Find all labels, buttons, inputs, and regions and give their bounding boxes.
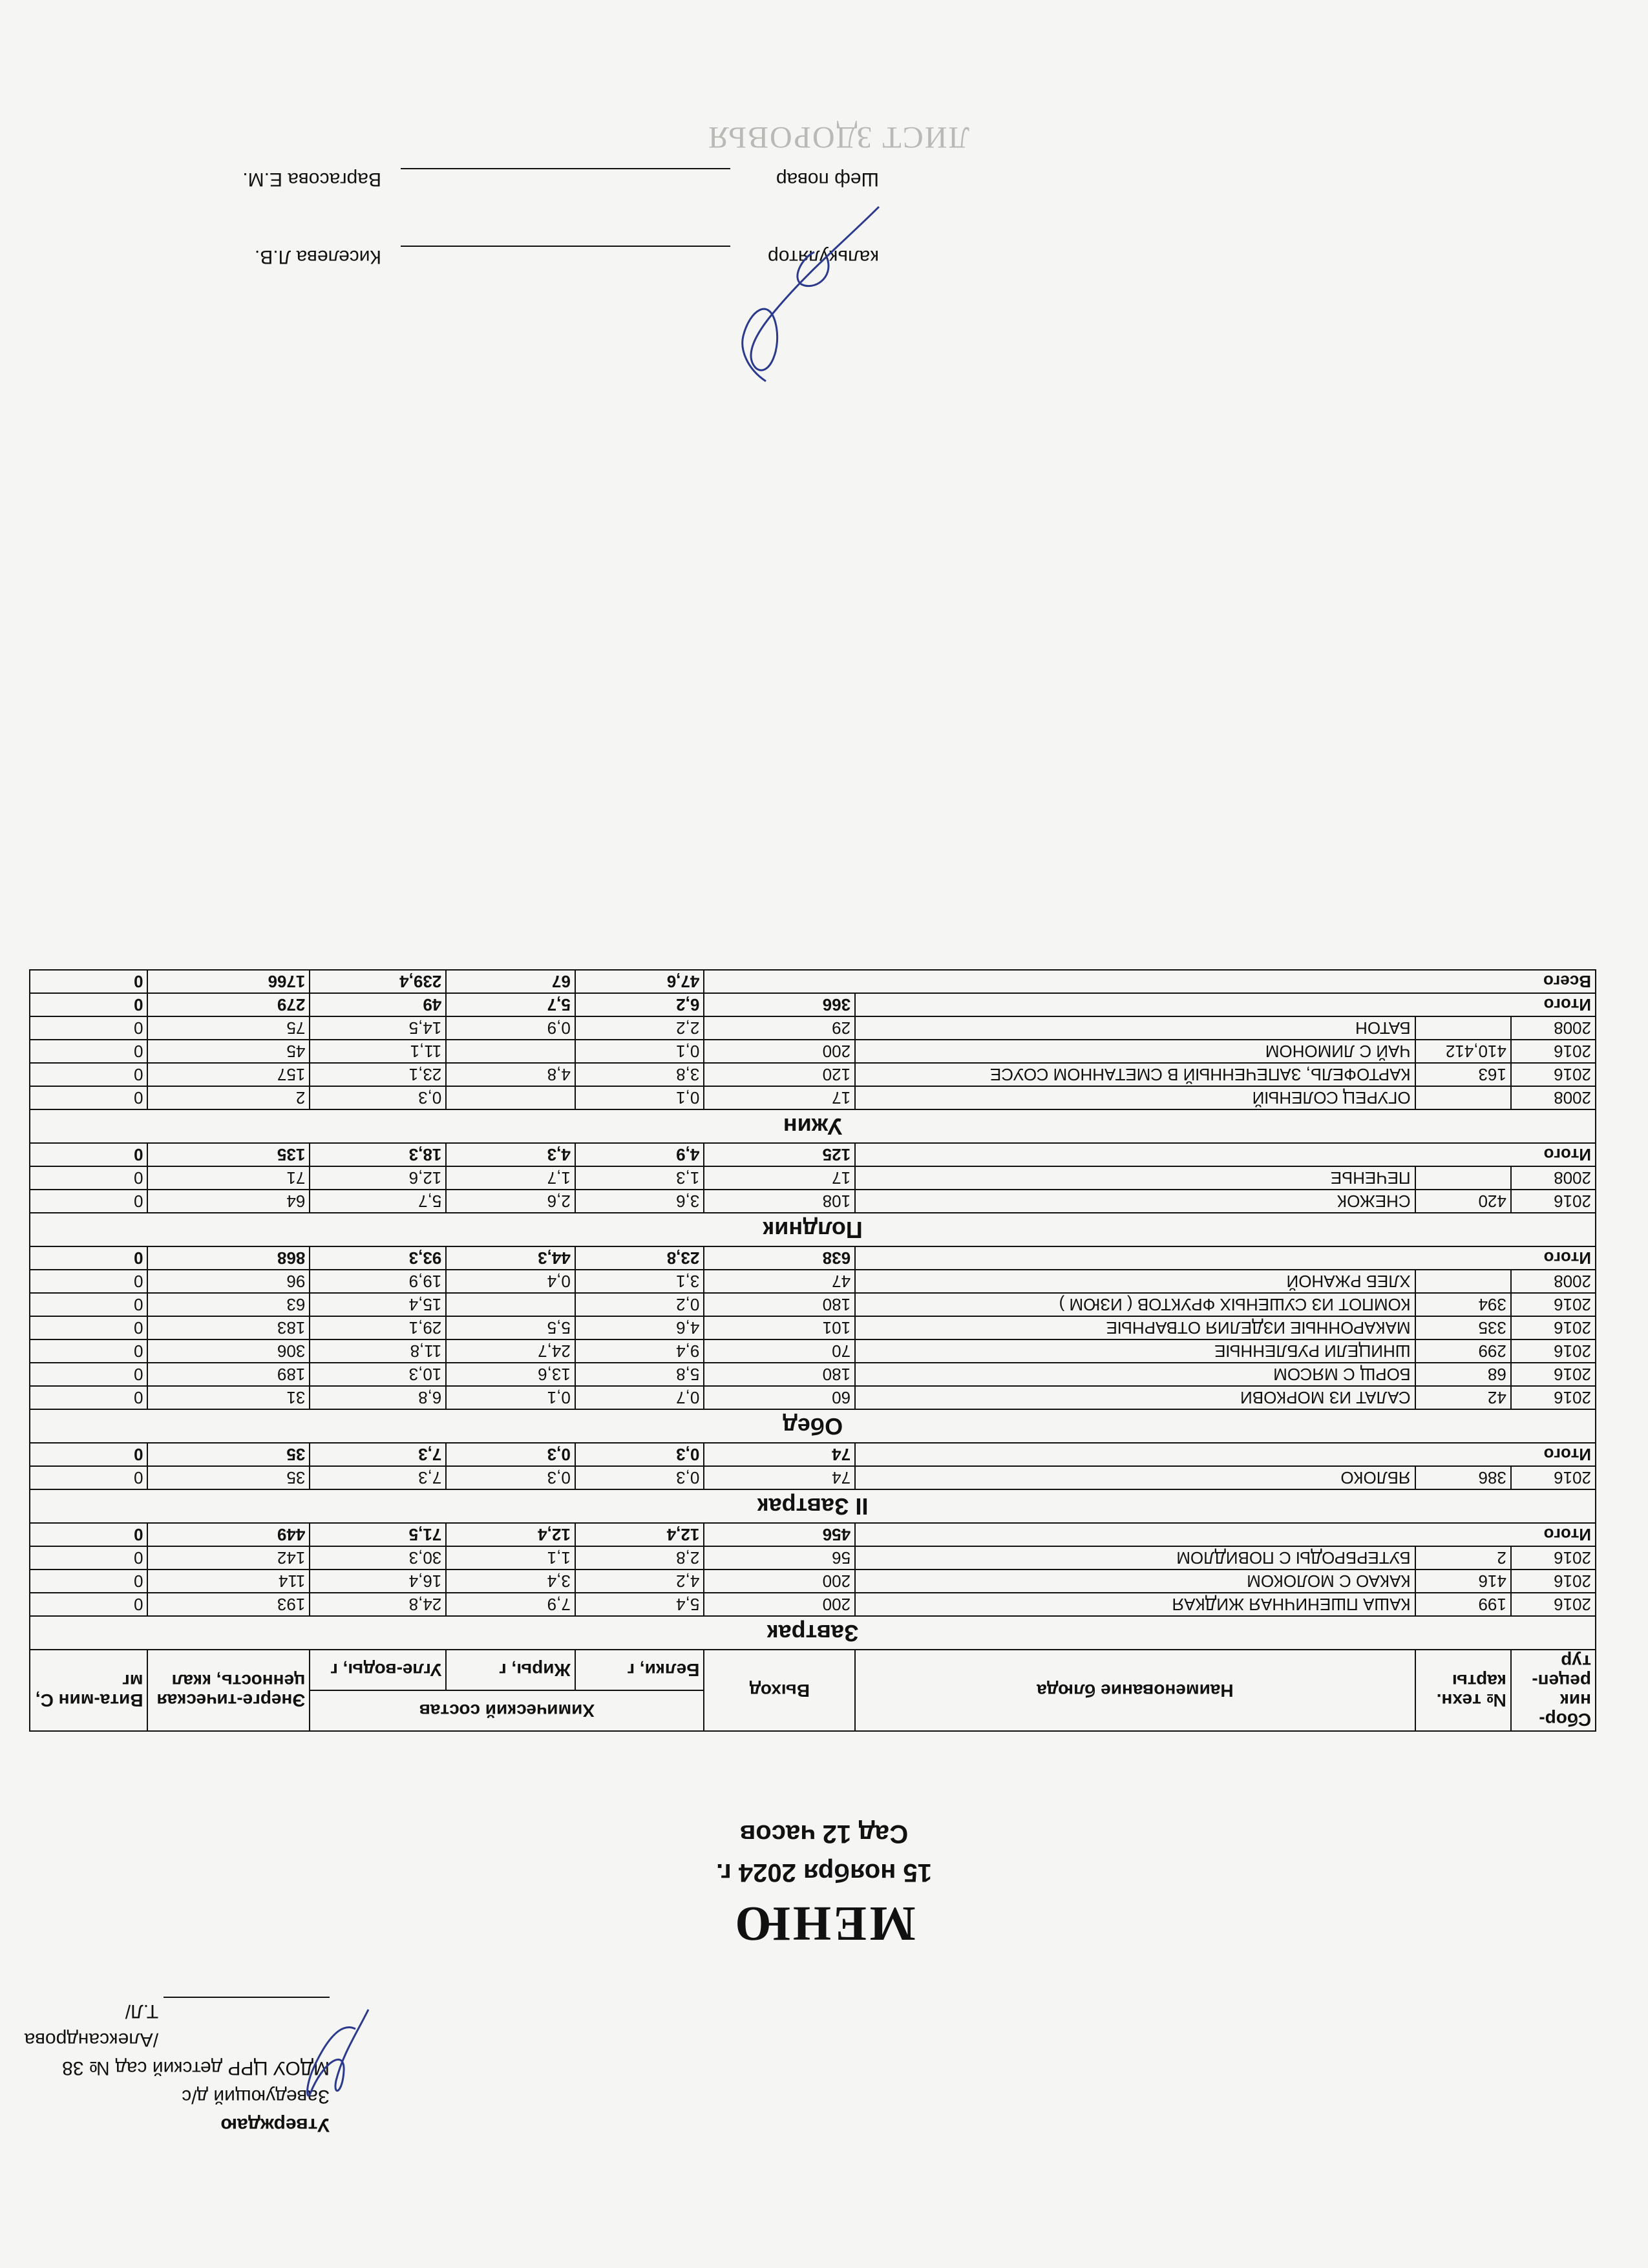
fat-cell: 12,4 — [446, 1523, 575, 1546]
protein-cell: 6,2 — [575, 993, 704, 1016]
protein-cell: 5,4 — [575, 1593, 704, 1616]
yield-cell: 101 — [704, 1316, 855, 1339]
yield-cell: 74 — [704, 1466, 855, 1489]
bleed-through-text: ЛИСТ ЗДОРОВЬЯ — [706, 120, 969, 154]
table-row — [30, 1339, 1596, 1363]
vitc-cell: 0 — [30, 1040, 148, 1063]
dish-name-cell: БАТОН — [855, 1016, 1415, 1040]
collection-cell: 2016 — [1511, 1546, 1596, 1570]
group-name: Сад 12 часов — [739, 1820, 909, 1848]
energy-cell: 1766 — [148, 970, 310, 993]
yield-cell: 200 — [704, 1040, 855, 1063]
card-cell: 416 — [1415, 1570, 1511, 1593]
card-cell: 394 — [1415, 1293, 1511, 1316]
card-cell: 42 — [1415, 1386, 1511, 1409]
energy-cell: 96 — [148, 1270, 310, 1293]
yield-cell: 456 — [704, 1523, 855, 1546]
fat-cell: 24,7 — [446, 1339, 575, 1363]
yield-cell: 366 — [704, 993, 855, 1016]
dish-name-cell: БОРЩ С МЯСОМ — [855, 1363, 1415, 1386]
table-row — [30, 1316, 1596, 1339]
carb-cell: 0,3 — [310, 1086, 446, 1109]
collection-cell: 2016 — [1511, 1593, 1596, 1616]
card-cell: 68 — [1415, 1363, 1511, 1386]
fat-cell: 0,3 — [446, 1443, 575, 1466]
energy-cell: 63 — [148, 1293, 310, 1316]
fat-cell: 0,9 — [446, 1016, 575, 1040]
energy-cell: 189 — [148, 1363, 310, 1386]
col-energy: Энерге-тическая ценность, ккал — [148, 1650, 310, 1731]
approval-signer: /Александрова Т.Л/ — [24, 2000, 159, 2050]
energy-cell: 868 — [148, 1246, 310, 1270]
card-cell: 386 — [1415, 1466, 1511, 1489]
vitc-cell: 0 — [30, 1063, 148, 1086]
carb-cell: 7,3 — [310, 1466, 446, 1489]
carb-cell: 93,3 — [310, 1246, 446, 1270]
col-chem: Химический состав — [310, 1690, 704, 1731]
collection-cell: 2016 — [1511, 1316, 1596, 1339]
signature-role: калькулятор — [768, 246, 879, 268]
fat-cell: 7,9 — [446, 1593, 575, 1616]
protein-cell: 9,4 — [575, 1339, 704, 1363]
carb-cell: 11,8 — [310, 1339, 446, 1363]
fat-cell: 67 — [446, 970, 575, 993]
energy-cell: 142 — [148, 1546, 310, 1570]
table-row — [30, 1063, 1596, 1086]
protein-cell: 5,8 — [575, 1363, 704, 1386]
signature-name: Киселева Л.В. — [254, 246, 381, 268]
yield-cell: 60 — [704, 1386, 855, 1409]
carb-cell: 23,1 — [310, 1063, 446, 1086]
collection-cell: 2016 — [1511, 1040, 1596, 1063]
fat-cell: 0,4 — [446, 1270, 575, 1293]
vitc-cell: 0 — [30, 1016, 148, 1040]
section-title: Обед — [30, 1409, 1596, 1443]
protein-cell: 0,1 — [575, 1040, 704, 1063]
menu-body — [30, 970, 1596, 1650]
card-cell: 420 — [1415, 1190, 1511, 1213]
vitc-cell: 0 — [30, 1546, 148, 1570]
card-cell — [1415, 1086, 1511, 1109]
collection-cell: 2008 — [1511, 1016, 1596, 1040]
yield-cell: 56 — [704, 1546, 855, 1570]
card-cell: 199 — [1415, 1593, 1511, 1616]
collection-cell: 2016 — [1511, 1466, 1596, 1489]
carb-cell: 10,3 — [310, 1363, 446, 1386]
energy-cell: 135 — [148, 1143, 310, 1166]
yield-cell: 180 — [704, 1363, 855, 1386]
energy-cell: 64 — [148, 1190, 310, 1213]
vitc-cell: 0 — [30, 1523, 148, 1546]
signature-role: Шеф повар — [776, 169, 879, 190]
dish-name-cell: СНЕЖОК — [855, 1190, 1415, 1213]
protein-cell: 2,8 — [575, 1546, 704, 1570]
card-cell: 299 — [1415, 1339, 1511, 1363]
yield-cell: 70 — [704, 1339, 855, 1363]
protein-cell: 3,8 — [575, 1063, 704, 1086]
table-row — [30, 1546, 1596, 1570]
table-row — [30, 1016, 1596, 1040]
carb-cell: 49 — [310, 993, 446, 1016]
dish-name-cell: КАША ПШЕНИЧНАЯ ЖИДКАЯ — [855, 1593, 1415, 1616]
approval-signature-line — [0, 1997, 330, 2053]
grand-total-row — [30, 970, 1596, 993]
protein-cell: 0,1 — [575, 1086, 704, 1109]
yield-cell: 74 — [704, 1443, 855, 1466]
energy-cell: 183 — [148, 1316, 310, 1339]
total-label-cell: Итого — [855, 1143, 1596, 1166]
section-total-row — [30, 1143, 1596, 1166]
vitc-cell: 0 — [30, 970, 148, 993]
section-title: II Завтрак — [30, 1489, 1596, 1523]
table-row — [30, 1040, 1596, 1063]
approval-title: Утверждаю — [220, 2114, 330, 2136]
vitc-cell: 0 — [30, 1466, 148, 1489]
dish-name-cell: САЛАТ ИЗ МОРКОВИ — [855, 1386, 1415, 1409]
card-cell — [1415, 1166, 1511, 1190]
dish-name-cell: ХЛЕБ РЖАНОЙ — [855, 1270, 1415, 1293]
yield-cell: 200 — [704, 1570, 855, 1593]
vitc-cell: 0 — [30, 1270, 148, 1293]
dish-name-cell: МАКАРОННЫЕ ИЗДЕЛИЯ ОТВАРНЫЕ — [855, 1316, 1415, 1339]
dish-name-cell: КОМПОТ ИЗ СУШЕНЫХ ФРУКТОВ ( ИЗЮМ ) — [855, 1293, 1415, 1316]
vitc-cell: 0 — [30, 1386, 148, 1409]
fat-cell: 0,1 — [446, 1386, 575, 1409]
yield-cell: 29 — [704, 1016, 855, 1040]
carb-cell: 6,8 — [310, 1386, 446, 1409]
carb-cell: 11,1 — [310, 1040, 446, 1063]
fat-cell: 4,8 — [446, 1063, 575, 1086]
col-card: № техн. карты — [1415, 1650, 1511, 1731]
vitc-cell: 0 — [30, 1443, 148, 1466]
carb-cell: 18,3 — [310, 1143, 446, 1166]
yield-cell: 17 — [704, 1086, 855, 1109]
vitc-cell: 0 — [30, 1166, 148, 1190]
section-title: Завтрак — [30, 1616, 1596, 1650]
energy-cell: 114 — [148, 1570, 310, 1593]
protein-cell: 2,2 — [575, 1016, 704, 1040]
fat-cell: 13,6 — [446, 1363, 575, 1386]
vitc-cell: 0 — [30, 1363, 148, 1386]
dish-name-cell: КАКАО С МОЛОКОМ — [855, 1570, 1415, 1593]
approval-block — [0, 1997, 330, 2139]
section-header-row — [30, 1109, 1596, 1143]
vitc-cell: 0 — [30, 1086, 148, 1109]
carb-cell: 29,1 — [310, 1316, 446, 1339]
energy-cell: 193 — [148, 1593, 310, 1616]
protein-cell: 0,2 — [575, 1293, 704, 1316]
vitc-cell: 0 — [30, 1316, 148, 1339]
collection-cell: 2016 — [1511, 1386, 1596, 1409]
protein-cell: 0,3 — [575, 1466, 704, 1489]
table-row — [30, 1086, 1596, 1109]
energy-cell: 279 — [148, 993, 310, 1016]
protein-cell: 4,6 — [575, 1316, 704, 1339]
vitc-cell: 0 — [30, 1339, 148, 1363]
fat-cell: 1,1 — [446, 1546, 575, 1570]
protein-cell: 0,7 — [575, 1386, 704, 1409]
signature-line — [401, 246, 730, 273]
collection-cell: 2016 — [1511, 1293, 1596, 1316]
vitc-cell: 0 — [30, 993, 148, 1016]
page-title: МЕНЮ — [732, 1896, 916, 1951]
approval-position: Заведующий д/с — [182, 2086, 330, 2107]
dish-name-cell: ЯБЛОКО — [855, 1466, 1415, 1489]
card-cell: 2 — [1415, 1546, 1511, 1570]
carb-cell: 5,7 — [310, 1190, 446, 1213]
table-row — [30, 1466, 1596, 1489]
fat-cell — [446, 1040, 575, 1063]
vitc-cell: 0 — [30, 1246, 148, 1270]
energy-cell: 2 — [148, 1086, 310, 1109]
table-row — [30, 1166, 1596, 1190]
energy-cell: 71 — [148, 1166, 310, 1190]
vitc-cell: 0 — [30, 1593, 148, 1616]
dish-name-cell: ЧАЙ С ЛИМОНОМ — [855, 1040, 1415, 1063]
col-carb: Угле-воды, г — [310, 1650, 446, 1690]
energy-cell: 157 — [148, 1063, 310, 1086]
table-row — [30, 1270, 1596, 1293]
col-protein: Белки, г — [575, 1650, 704, 1690]
yield-cell: 200 — [704, 1593, 855, 1616]
yield-cell: 108 — [704, 1190, 855, 1213]
protein-cell: 1,3 — [575, 1166, 704, 1190]
section-header-row — [30, 1213, 1596, 1246]
collection-cell: 2016 — [1511, 1363, 1596, 1386]
energy-cell: 31 — [148, 1386, 310, 1409]
fat-cell: 2,6 — [446, 1190, 575, 1213]
protein-cell: 47,6 — [575, 970, 704, 993]
total-label-cell: Итого — [855, 1246, 1596, 1270]
section-total-row — [30, 1523, 1596, 1546]
energy-cell: 45 — [148, 1040, 310, 1063]
protein-cell: 3,6 — [575, 1190, 704, 1213]
carb-cell: 7,3 — [310, 1443, 446, 1466]
col-fat: Жиры, г — [446, 1650, 575, 1690]
table-row — [30, 1190, 1596, 1213]
energy-cell: 75 — [148, 1016, 310, 1040]
dish-name-cell: ПЕЧЕНЬЕ — [855, 1166, 1415, 1190]
fat-cell — [446, 1293, 575, 1316]
collection-cell: 2016 — [1511, 1190, 1596, 1213]
section-title: Ужин — [30, 1109, 1596, 1143]
fat-cell: 4,3 — [446, 1143, 575, 1166]
table-row — [30, 1570, 1596, 1593]
carb-cell: 239,4 — [310, 970, 446, 993]
carb-cell: 15,4 — [310, 1293, 446, 1316]
yield-cell: 47 — [704, 1270, 855, 1293]
approval-organization: МДОУ ЦРР детский сад № 38 — [62, 2057, 330, 2079]
col-yield: Выход — [704, 1650, 855, 1731]
section-total-row — [30, 993, 1596, 1016]
dish-name-cell: ОГУРЕЦ СОЛЕНЫЙ — [855, 1086, 1415, 1109]
fat-cell: 0,3 — [446, 1466, 575, 1489]
protein-cell: 4,9 — [575, 1143, 704, 1166]
dish-name-cell: КАРТОФЕЛЬ, ЗАПЕЧЕННЫЙ В СМЕТАННОМ СОУСЕ — [855, 1063, 1415, 1086]
yield-cell: 125 — [704, 1143, 855, 1166]
collection-cell: 2008 — [1511, 1166, 1596, 1190]
fat-cell: 5,7 — [446, 993, 575, 1016]
table-row — [30, 1593, 1596, 1616]
chef-signature-icon — [711, 194, 905, 407]
table-row — [30, 1386, 1596, 1409]
card-cell: 335 — [1415, 1316, 1511, 1339]
table-row — [30, 1293, 1596, 1316]
collection-cell: 2016 — [1511, 1339, 1596, 1363]
carb-cell: 19,9 — [310, 1270, 446, 1293]
vitc-cell: 0 — [30, 1293, 148, 1316]
carb-cell: 14,5 — [310, 1016, 446, 1040]
section-title: Полдник — [30, 1213, 1596, 1246]
collection-cell: 2016 — [1511, 1063, 1596, 1086]
card-cell: 163 — [1415, 1063, 1511, 1086]
dish-name-cell: ШНИЦЕЛИ РУБЛЕННЫЕ — [855, 1339, 1415, 1363]
yield-cell: 180 — [704, 1293, 855, 1316]
col-collection: Сбор-ник рецеп-тур — [1511, 1650, 1596, 1731]
vitc-cell: 0 — [30, 1143, 148, 1166]
protein-cell: 12,4 — [575, 1523, 704, 1546]
collection-cell: 2008 — [1511, 1086, 1596, 1109]
collection-cell: 2008 — [1511, 1270, 1596, 1293]
table-row — [30, 1363, 1596, 1386]
energy-cell: 306 — [148, 1339, 310, 1363]
vitc-cell: 0 — [30, 1190, 148, 1213]
energy-cell: 35 — [148, 1443, 310, 1466]
carb-cell: 71,5 — [310, 1523, 446, 1546]
protein-cell: 3,1 — [575, 1270, 704, 1293]
carb-cell: 16,4 — [310, 1570, 446, 1593]
total-label-cell: Итого — [855, 1443, 1596, 1466]
section-header-row — [30, 1616, 1596, 1650]
card-cell — [1415, 1270, 1511, 1293]
director-signature-icon — [284, 2003, 381, 2106]
energy-cell: 35 — [148, 1466, 310, 1489]
col-name: Наименование блюда — [855, 1650, 1415, 1731]
yield-cell: 17 — [704, 1166, 855, 1190]
carb-cell: 30,3 — [310, 1546, 446, 1570]
fat-cell: 1,7 — [446, 1166, 575, 1190]
total-label-cell: Итого — [855, 1523, 1596, 1546]
signature-name: Варгасова Е.М. — [242, 169, 381, 190]
fat-cell — [446, 1086, 575, 1109]
protein-cell: 0,3 — [575, 1443, 704, 1466]
collection-cell: 2016 — [1511, 1570, 1596, 1593]
grand-total-label-cell: Всего — [704, 970, 1596, 993]
card-cell: 410,412 — [1415, 1040, 1511, 1063]
protein-cell: 4,2 — [575, 1570, 704, 1593]
section-header-row — [30, 1409, 1596, 1443]
signature-line — [401, 168, 730, 195]
energy-cell: 449 — [148, 1523, 310, 1546]
fat-cell: 3,4 — [446, 1570, 575, 1593]
col-vitc: Вита-мин С, мг — [30, 1650, 148, 1731]
table-header-row — [30, 1690, 1596, 1731]
section-total-row — [30, 1246, 1596, 1270]
carb-cell: 12,6 — [310, 1166, 446, 1190]
menu-date: 15 ноября 2024 г. — [716, 1858, 932, 1887]
total-label-cell: Итого — [855, 993, 1596, 1016]
vitc-cell: 0 — [30, 1570, 148, 1593]
carb-cell: 24,8 — [310, 1593, 446, 1616]
menu-table — [29, 969, 1596, 1732]
card-cell — [1415, 1016, 1511, 1040]
yield-cell: 638 — [704, 1246, 855, 1270]
section-header-row — [30, 1489, 1596, 1523]
protein-cell: 23,8 — [575, 1246, 704, 1270]
fat-cell: 5,5 — [446, 1316, 575, 1339]
section-total-row — [30, 1443, 1596, 1466]
yield-cell: 120 — [704, 1063, 855, 1086]
fat-cell: 44,3 — [446, 1246, 575, 1270]
dish-name-cell: БУТЕРБРОДЫ С ПОВИДЛОМ — [855, 1546, 1415, 1570]
